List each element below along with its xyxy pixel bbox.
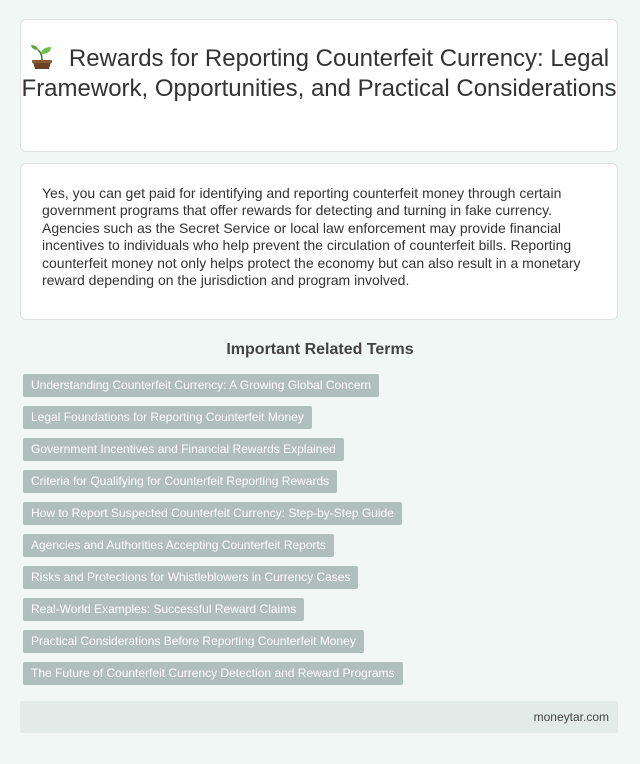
related-term-link[interactable]: How to Report Suspected Counterfeit Currency: Step-by-Step Guide (23, 502, 402, 525)
related-term-item[interactable] (23, 470, 403, 493)
title-card (20, 19, 618, 152)
intro-card (20, 163, 618, 320)
related-term-item[interactable] (23, 598, 403, 621)
related-term-item[interactable] (23, 534, 403, 557)
related-term-item[interactable] (23, 502, 403, 525)
related-terms-heading: Important Related Terms (226, 341, 414, 358)
related-term-item[interactable] (23, 662, 403, 685)
related-term-link[interactable]: The Future of Counterfeit Currency Detection and Reward Programs (23, 662, 403, 685)
related-term-link[interactable]: Risks and Protections for Whistleblowers in Currency Cases (23, 566, 358, 589)
related-term-link[interactable]: Practical Considerations Before Reporting Counterfeit Money (23, 630, 364, 653)
title-text: Rewards for Reporting Counterfeit Currency: Legal Framework, Opportunities, and Practical Considerations (21, 45, 617, 102)
related-term-item[interactable] (23, 438, 403, 461)
related-term-item[interactable] (23, 630, 403, 653)
related-term-item[interactable] (23, 406, 403, 429)
related-term-item[interactable] (23, 374, 403, 397)
sprout-icon (29, 44, 55, 70)
related-term-link[interactable]: Government Incentives and Financial Rewards Explained (23, 438, 344, 461)
related-term-link[interactable]: Understanding Counterfeit Currency: A Growing Global Concern (23, 374, 379, 397)
footer-bar (20, 701, 618, 733)
page-title (21, 44, 617, 104)
related-term-item[interactable] (23, 566, 403, 589)
related-term-link[interactable]: Legal Foundations for Reporting Counterfeit Money (23, 406, 312, 429)
footer-site-link[interactable]: moneytar.com (533, 710, 609, 724)
related-term-link[interactable]: Real-World Examples: Successful Reward Claims (23, 598, 304, 621)
intro-paragraph: Yes, you can get paid for identifying and reporting counterfeit money through certain government programs that offer rewards for detecting and turning in fake currency. Agencies such as the Secret Service or local law enforcement may provide financial incentives to individuals who help prevent the circulation of counterfeit bills. Reporting counterfeit money not only helps protect the economy but can also result in a monetary reward depending on the jurisdiction and program involved. (42, 185, 581, 289)
related-term-link[interactable]: Agencies and Authorities Accepting Counterfeit Reports (23, 534, 334, 557)
related-terms-list (23, 374, 403, 694)
related-term-link[interactable]: Criteria for Qualifying for Counterfeit Reporting Rewards (23, 470, 337, 493)
